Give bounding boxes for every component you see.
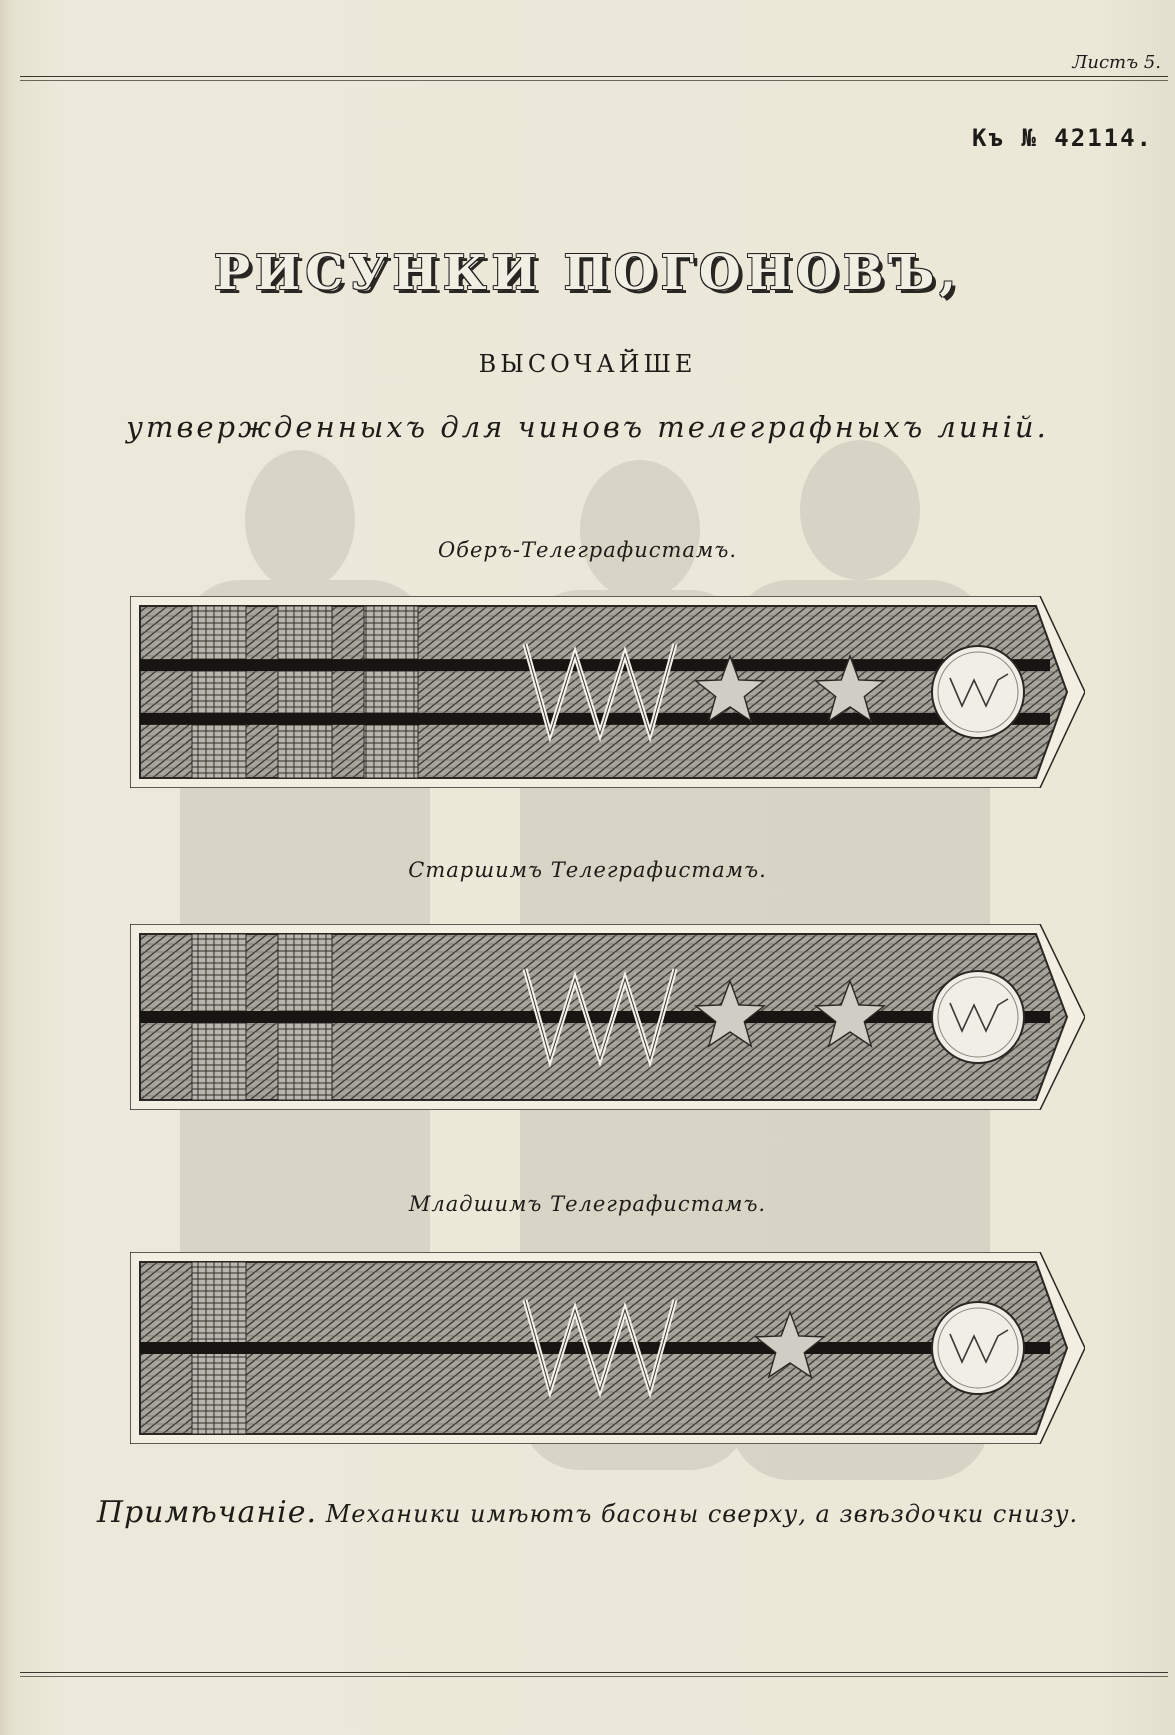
strap-lace-bar	[364, 606, 418, 778]
top-rule-thin	[20, 80, 1168, 81]
strap-caption-1: Оберъ-Телеграфистамъ.	[437, 538, 738, 562]
shoulder-strap-3	[130, 1252, 1085, 1444]
title-subtitle-2: утвержденныхъ для чиновъ телеграфныхъ линiй.	[126, 410, 1049, 444]
strap-stripe	[140, 1011, 1050, 1023]
footnote	[0, 1495, 1175, 1530]
button-icon	[932, 646, 1024, 738]
strap-lace-bar	[278, 606, 332, 778]
top-rule	[20, 76, 1168, 77]
strap-stripe	[140, 1342, 1050, 1354]
bottom-rule-thin	[20, 1676, 1168, 1677]
strap-caption-2: Старшимъ Телеграфистамъ.	[408, 858, 767, 882]
strap-lace-bar	[192, 606, 246, 778]
bottom-rule	[20, 1672, 1168, 1673]
page-title: РИСУНКИ ПОГОНОВЪ,	[213, 245, 962, 301]
button-icon	[932, 971, 1024, 1063]
button-icon	[932, 1302, 1024, 1394]
reference-number: Къ № 42114.	[972, 124, 1153, 152]
strap-caption-3: Младшимъ Телеграфистамъ.	[408, 1192, 767, 1216]
strap-stripe	[140, 659, 1050, 671]
title-subtitle-1: ВЫСОЧАЙШЕ	[478, 350, 697, 378]
footnote-text: Механики имѣютъ басоны сверху, а звѣздочки снизу.	[325, 1500, 1079, 1528]
shoulder-strap-1	[130, 596, 1085, 788]
sheet-number: Листъ 5.	[1072, 52, 1161, 73]
shoulder-strap-2	[130, 924, 1085, 1110]
footnote-lead: Примѣчанiе.	[96, 1495, 318, 1530]
